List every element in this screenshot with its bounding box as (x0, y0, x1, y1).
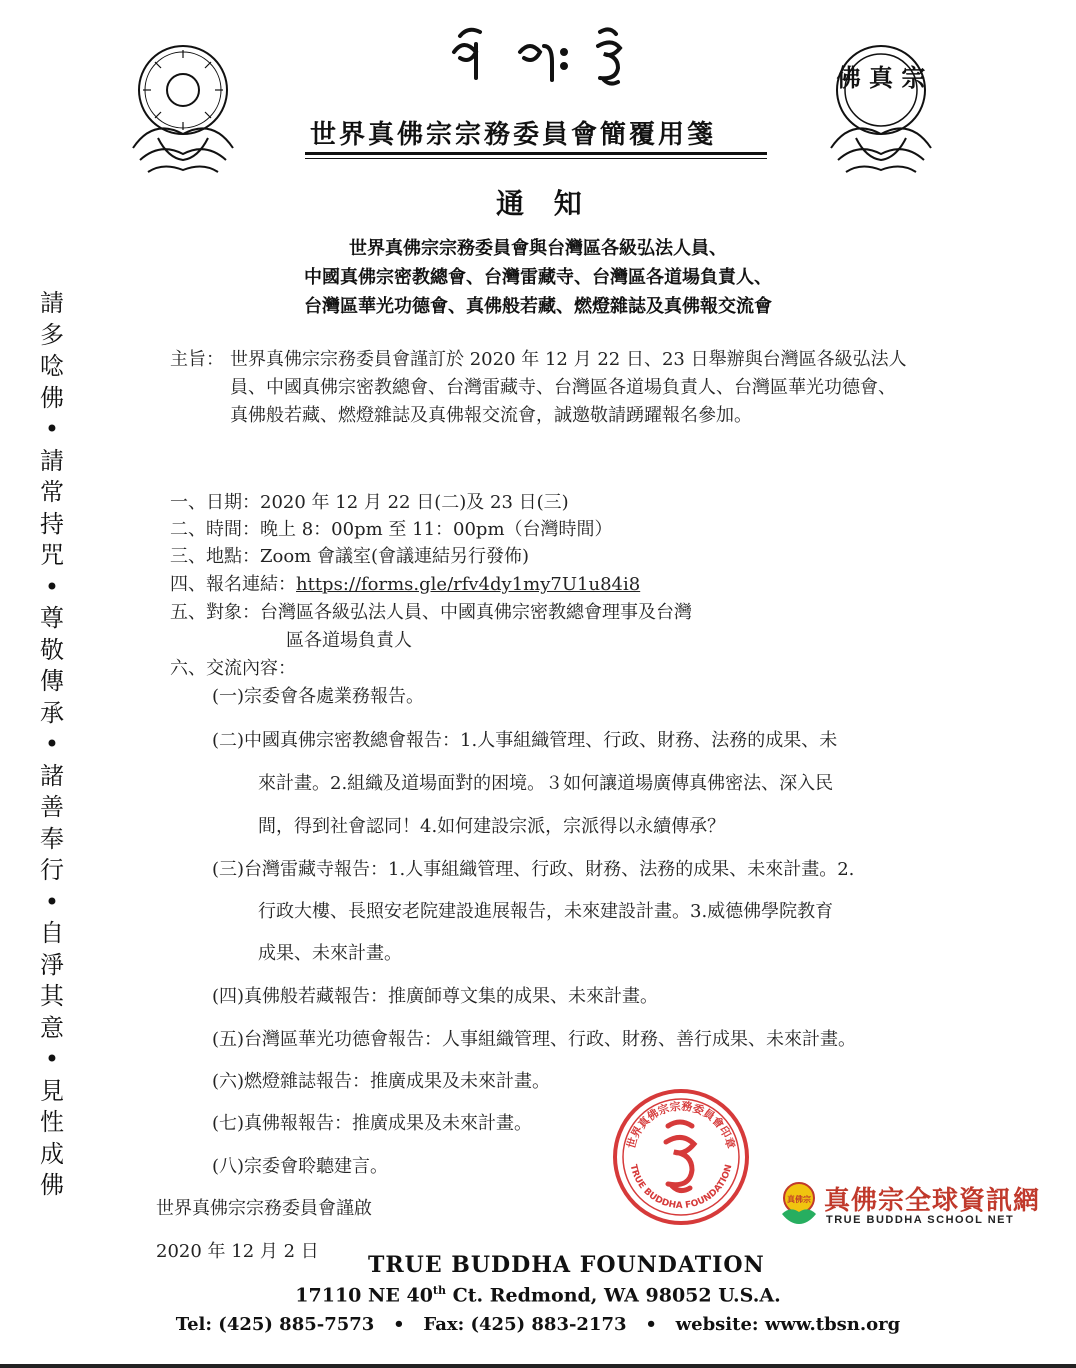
footer-foundation-name: TRUE BUDDHA FOUNDATION (368, 1252, 765, 1278)
footer-contact: Tel: (425) 885-7573 • Fax: (425) 883-2173 • website: www.tbsn.org (175, 1314, 901, 1335)
register-label: 四、報名連結： (170, 574, 296, 595)
vertical-motto-char: • (44, 887, 60, 916)
right-emblem-text: 佛 真 宗 (836, 64, 926, 92)
target-line-1: 五、對象：台灣區各級弘法人員、中國真佛宗密教總會理事及台灣 (170, 602, 692, 623)
footer-address (0, 1284, 1076, 1306)
purpose-text: 世界真佛宗宗務委員會謹訂於 2020 年 12 月 22 日、23 日舉辦與台灣區各級弘法人員、中國真佛宗密教總會、台灣雷藏寺、台灣區各道場負責人、台灣區華光功德會、真佛般若藏、燃燈雜誌及真佛報交流會，誠邀敬請踴躍報名參加。 (230, 349, 907, 426)
vertical-motto-char: • (44, 415, 60, 443)
left-lotus-emblem (128, 38, 238, 183)
date-line: 一、日期：2020 年 12 月 22 日(二)及 23 日(三) (170, 492, 569, 513)
target-line-2: 區各道場負責人 (286, 630, 412, 651)
vertical-motto-char: 佛 (40, 1171, 64, 1199)
place-line: 三、地點：Zoom 會議室(會議連結另行發佈) (170, 546, 530, 567)
register-line (170, 570, 640, 596)
vertical-motto-char: 敬 (40, 635, 64, 664)
vertical-motto-char: 見 (40, 1076, 64, 1105)
content-item-2-line-3: 間，得到社會認同！4.如何建設宗派，宗派得以永續傳承？ (258, 816, 726, 837)
subtitle-line-2: 中國真佛宗密教總會、台灣雷藏寺、台灣區各道場負責人、 (304, 267, 772, 288)
footer-address-post: Ct. Redmond, WA 98052 U.S.A. (446, 1284, 781, 1307)
stamp-bottom-text: TRUE BUDDHA FOUNDATION (627, 1163, 735, 1212)
content-item-6: (六)燃燈雜誌報告：推廣成果及未來計畫。 (212, 1071, 551, 1092)
vertical-motto-char: 意 (40, 1013, 64, 1042)
content-item-5: (五)台灣區華光功德會報告：人事組織管理、行政、財務、善行成果、未來計畫。 (212, 1029, 857, 1050)
vertical-motto-char: 多 (40, 320, 64, 349)
vertical-motto-char: 唸 (40, 352, 64, 380)
vertical-motto-char: 自 (40, 919, 64, 947)
vertical-motto-char: 佛 (40, 383, 64, 412)
subtitle-line-1: 世界真佛宗宗務委員會與台灣區各級弘法人員、 (349, 238, 727, 259)
content-item-3-line-3: 成果、未來計畫。 (258, 943, 402, 964)
sanskrit-seed-syllables (440, 22, 640, 92)
notice-title: 通 知 (496, 187, 592, 220)
vertical-motto-char: • (44, 572, 60, 601)
brand-english-name: TRUE BUDDHA SCHOOL NET (826, 1214, 1015, 1226)
vertical-motto-char: 請 (40, 289, 64, 317)
purpose-block (170, 346, 910, 430)
subtitle-line-3: 台灣區華光功德會、真佛般若藏、燃燈雜誌及真佛報交流會 (304, 296, 772, 317)
vertical-motto-char: 善 (40, 793, 64, 821)
tbsn-logo (778, 1180, 820, 1226)
content-item-7: (七)真佛報報告：推廣成果及未來計畫。 (212, 1113, 533, 1134)
vertical-motto-char: 持 (40, 509, 64, 538)
vertical-motto-char: • (44, 1045, 60, 1073)
vertical-motto-char: 淨 (40, 950, 64, 979)
footer-address-pre: 17110 NE 40 (295, 1284, 433, 1307)
register-link[interactable]: https://forms.gle/rfv4dy1my7U1u84i8 (296, 574, 641, 595)
content-item-1: (一)宗委會各處業務報告。 (212, 686, 425, 707)
brand-chinese-name: 真佛宗全球資訊網 (824, 1186, 1041, 1216)
content-item-4: (四)真佛般若藏報告：推廣師尊文集的成果、未來計畫。 (212, 986, 659, 1007)
vertical-motto-char: 奉 (40, 824, 64, 853)
bottom-border (0, 1364, 1076, 1368)
purpose-label: 主旨： (170, 349, 224, 370)
vertical-motto-char: 尊 (40, 604, 64, 632)
signature-date: 2020 年 12 月 2 日 (156, 1241, 319, 1262)
vertical-motto-char: 咒 (40, 541, 64, 569)
letterhead-title: 世界真佛宗宗務委員會簡覆用箋 (310, 120, 717, 150)
stamp-top-text: 世界真佛宗宗務委員會印章 (624, 1099, 738, 1151)
letterhead-rule-thick (305, 152, 767, 155)
content-item-2-line-1: (二)中國真佛宗密教總會報告：1.人事組織管理、行政、財務、法務的成果、未 (212, 730, 838, 751)
footer-address-sup: th (432, 1284, 447, 1297)
letterhead-rule-thin (305, 158, 767, 159)
vertical-motto-char: • (44, 730, 60, 758)
signature-org: 世界真佛宗宗務委員會謹啟 (156, 1198, 372, 1219)
right-lotus-emblem (826, 38, 936, 183)
time-line: 二、時間：晚上 8：00pm 至 11：00pm（台灣時間） (170, 519, 613, 540)
content-item-2-line-2: 來計畫。2.組織及道場面對的困境。３如何讓道場廣傳真佛密法、深入民 (258, 773, 834, 794)
content-item-3-line-2: 行政大樓、長照安老院建設進展報告，未來建設計畫。3.威德佛學院教育 (258, 901, 834, 922)
vertical-motto-char: 承 (40, 698, 64, 727)
vertical-motto-char: 性 (40, 1108, 64, 1136)
content-item-8: (八)宗委會聆聽建言。 (212, 1156, 389, 1177)
tbsn-logo-text: 真佛宗 (787, 1195, 811, 1204)
official-red-stamp (612, 1088, 750, 1226)
content-item-3-line-1: (三)台灣雷藏寺報告：1.人事組織管理、行政、財務、法務的成果、未來計畫。2. (212, 859, 855, 880)
vertical-motto-char: 行 (40, 856, 64, 884)
vertical-motto (38, 288, 66, 1202)
vertical-motto-char: 傳 (40, 667, 64, 695)
vertical-motto-char: 諸 (40, 761, 64, 790)
svg-text:TRUE BUDDHA FOUNDATION (628, 1164, 735, 1212)
vertical-motto-char: 成 (40, 1139, 64, 1168)
vertical-motto-char: 常 (40, 478, 64, 506)
vertical-motto-char: 其 (40, 982, 64, 1010)
content-label: 六、交流內容： (170, 658, 296, 679)
vertical-motto-char: 請 (40, 446, 64, 475)
